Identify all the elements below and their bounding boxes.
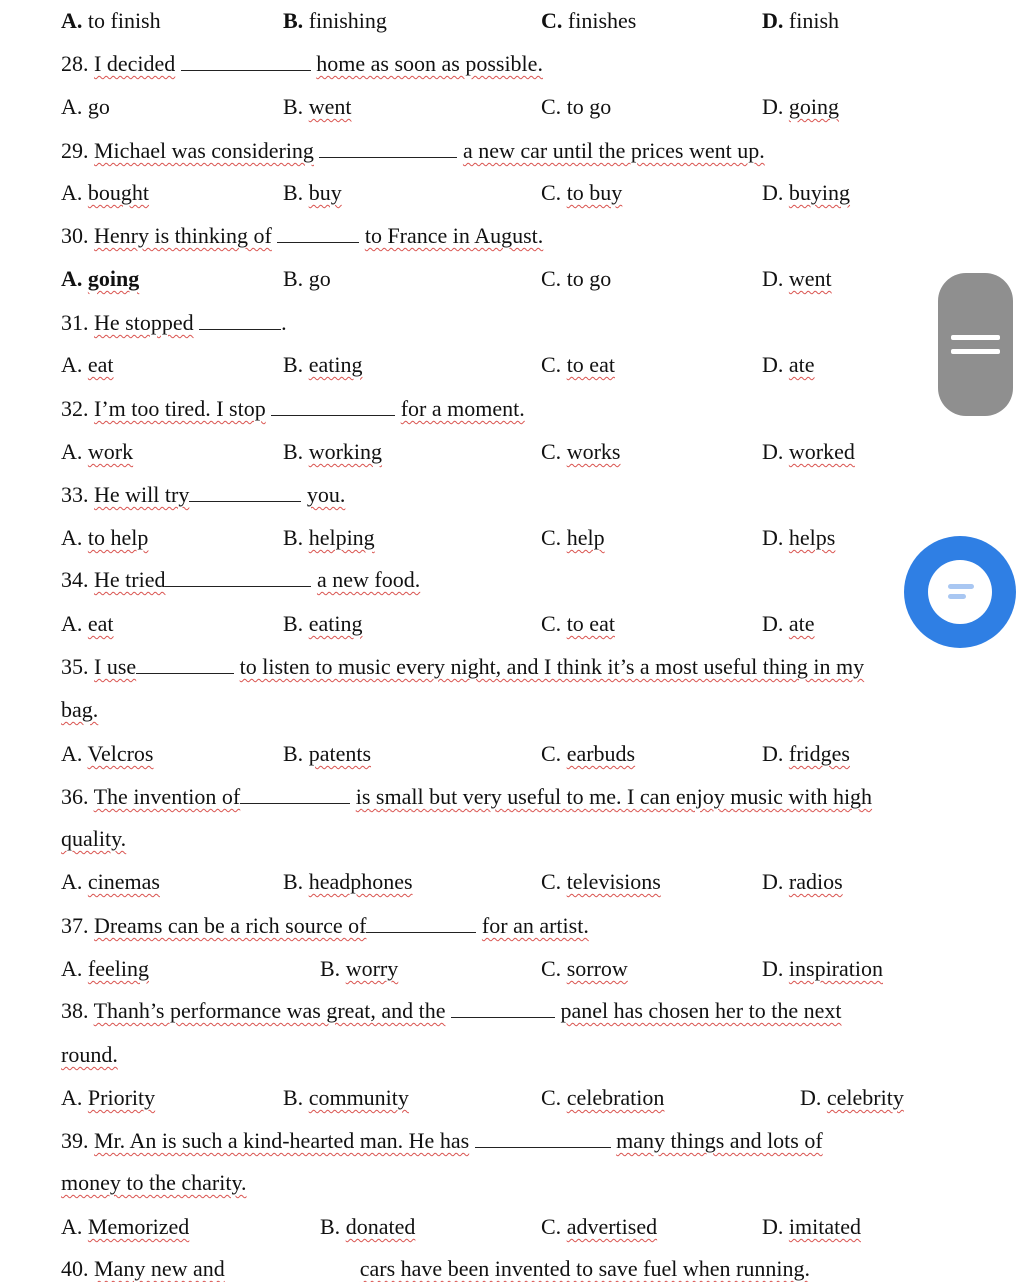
q31-option-c[interactable]: C. to eat [541, 352, 615, 377]
q33-question: 33. He will try you. [61, 482, 346, 507]
q39-blank[interactable] [475, 1129, 611, 1148]
q32-blank[interactable] [271, 397, 395, 416]
q31-question: 31. He stopped . [61, 310, 287, 335]
q34-option-c[interactable]: C. to eat [541, 611, 615, 636]
q30-option-b[interactable]: B. go [283, 266, 331, 291]
q35-option-b[interactable]: B. patents [283, 741, 372, 766]
q36-option-b[interactable]: B. headphones [283, 869, 413, 894]
q32-option-d[interactable]: D. worked [762, 439, 855, 464]
q34-option-b[interactable]: B. eating [283, 611, 363, 636]
q28-question: 28. I decided home as soon as possible. [61, 51, 543, 76]
q40-question: 40. Many new and cars have been invented to save fuel when running. [61, 1256, 810, 1281]
q38-question: 38. Thanh’s performance was great, and the panel has chosen her to the next [61, 998, 842, 1023]
q35-option-d[interactable]: D. fridges [762, 741, 850, 766]
q31-option-a[interactable]: A. eat [61, 352, 114, 377]
q37-option-d[interactable]: D. inspiration [762, 956, 883, 981]
q34-option-a[interactable]: A. eat [61, 611, 114, 636]
q36-option-a[interactable]: A. cinemas [61, 869, 160, 894]
q36-question: 36. The invention of is small but very useful to me. I can enjoy music with high [61, 784, 873, 809]
q32-option-a[interactable]: A. work [61, 439, 134, 464]
q27-option-c[interactable]: C. finishes [541, 8, 637, 33]
grip-line-icon [951, 335, 1000, 340]
q28-option-c[interactable]: C. to go [541, 94, 612, 119]
q33-option-a[interactable]: A. to help [61, 525, 149, 550]
q32-question: 32. I’m too tired. I stop for a moment. [61, 396, 525, 421]
q32-option-b[interactable]: B. working [283, 439, 383, 464]
q37-option-a[interactable]: A. feeling [61, 956, 149, 981]
q36-blank[interactable] [240, 785, 350, 804]
q28-blank[interactable] [181, 52, 311, 71]
q27-option-b[interactable]: B. finishing [283, 8, 387, 33]
q37-option-b[interactable]: B. worry [320, 956, 399, 981]
q38-option-c[interactable]: C. celebration [541, 1085, 665, 1110]
q31-blank[interactable] [199, 311, 281, 330]
q38-option-d[interactable]: D. celebrity [800, 1085, 904, 1110]
q30-option-c[interactable]: C. to go [541, 266, 612, 291]
q36-question-continued: quality. [61, 826, 127, 851]
q38-blank[interactable] [451, 999, 555, 1018]
q33-option-c[interactable]: C. help [541, 525, 605, 550]
q38-option-a[interactable]: A. Priority [61, 1085, 156, 1110]
q27-option-d[interactable]: D. finish [762, 8, 840, 33]
q37-blank[interactable] [366, 914, 476, 933]
q32-option-c[interactable]: C. works [541, 439, 621, 464]
q35-blank[interactable] [136, 655, 234, 674]
q34-option-d[interactable]: D. ate [762, 611, 815, 636]
q39-option-a[interactable]: A. Memorized [61, 1214, 190, 1239]
chat-bubble-button[interactable] [904, 536, 1016, 648]
q35-question: 35. I use to listen to music every night, and I think it’s a most useful thing in my [61, 654, 865, 679]
q35-question-continued: bag. [61, 697, 99, 722]
q28-option-d[interactable]: D. going [762, 94, 840, 119]
q39-option-d[interactable]: D. imitated [762, 1214, 861, 1239]
q39-option-c[interactable]: C. advertised [541, 1214, 658, 1239]
q31-option-d[interactable]: D. ate [762, 352, 815, 377]
q37-option-c[interactable]: C. sorrow [541, 956, 628, 981]
q27-option-a[interactable]: A. to finish [61, 8, 161, 33]
q38-option-b[interactable]: B. community [283, 1085, 409, 1110]
q38-question-continued: round. [61, 1042, 118, 1067]
grip-line-icon [951, 349, 1000, 354]
q34-question: 34. He tried a new food. [61, 567, 421, 592]
q36-option-c[interactable]: C. televisions [541, 869, 661, 894]
q37-question: 37. Dreams can be a rich source of for an artist. [61, 913, 589, 938]
q39-question: 39. Mr. An is such a kind-hearted man. He has many things and lots of [61, 1128, 823, 1153]
q35-option-c[interactable]: C. earbuds [541, 741, 636, 766]
q29-question: 29. Michael was considering a new car until the prices went up. [61, 138, 765, 163]
q34-blank[interactable] [165, 568, 311, 587]
q29-option-d[interactable]: D. buying [762, 180, 851, 205]
q29-blank[interactable] [319, 139, 457, 158]
q36-option-d[interactable]: D. radios [762, 869, 843, 894]
q35-option-a[interactable]: A. Velcros [61, 741, 154, 766]
q40-blank[interactable] [230, 1257, 354, 1276]
q30-blank[interactable] [277, 224, 359, 243]
q29-option-c[interactable]: C. to buy [541, 180, 623, 205]
q33-blank[interactable] [189, 483, 301, 502]
q30-option-d[interactable]: D. went [762, 266, 832, 291]
q30-option-a[interactable]: A. going [61, 266, 140, 291]
q28-option-b[interactable]: B. went [283, 94, 352, 119]
q30-question: 30. Henry is thinking of to France in August. [61, 223, 544, 248]
q28-option-a[interactable]: A. go [61, 94, 110, 119]
q39-option-b[interactable]: B. donated [320, 1214, 416, 1239]
q31-option-b[interactable]: B. eating [283, 352, 363, 377]
scroll-handle[interactable] [938, 273, 1013, 416]
q39-question-continued: money to the charity. [61, 1170, 247, 1195]
q29-option-b[interactable]: B. buy [283, 180, 342, 205]
q29-option-a[interactable]: A. bought [61, 180, 150, 205]
chat-icon [928, 560, 992, 624]
q33-option-d[interactable]: D. helps [762, 525, 836, 550]
q33-option-b[interactable]: B. helping [283, 525, 375, 550]
